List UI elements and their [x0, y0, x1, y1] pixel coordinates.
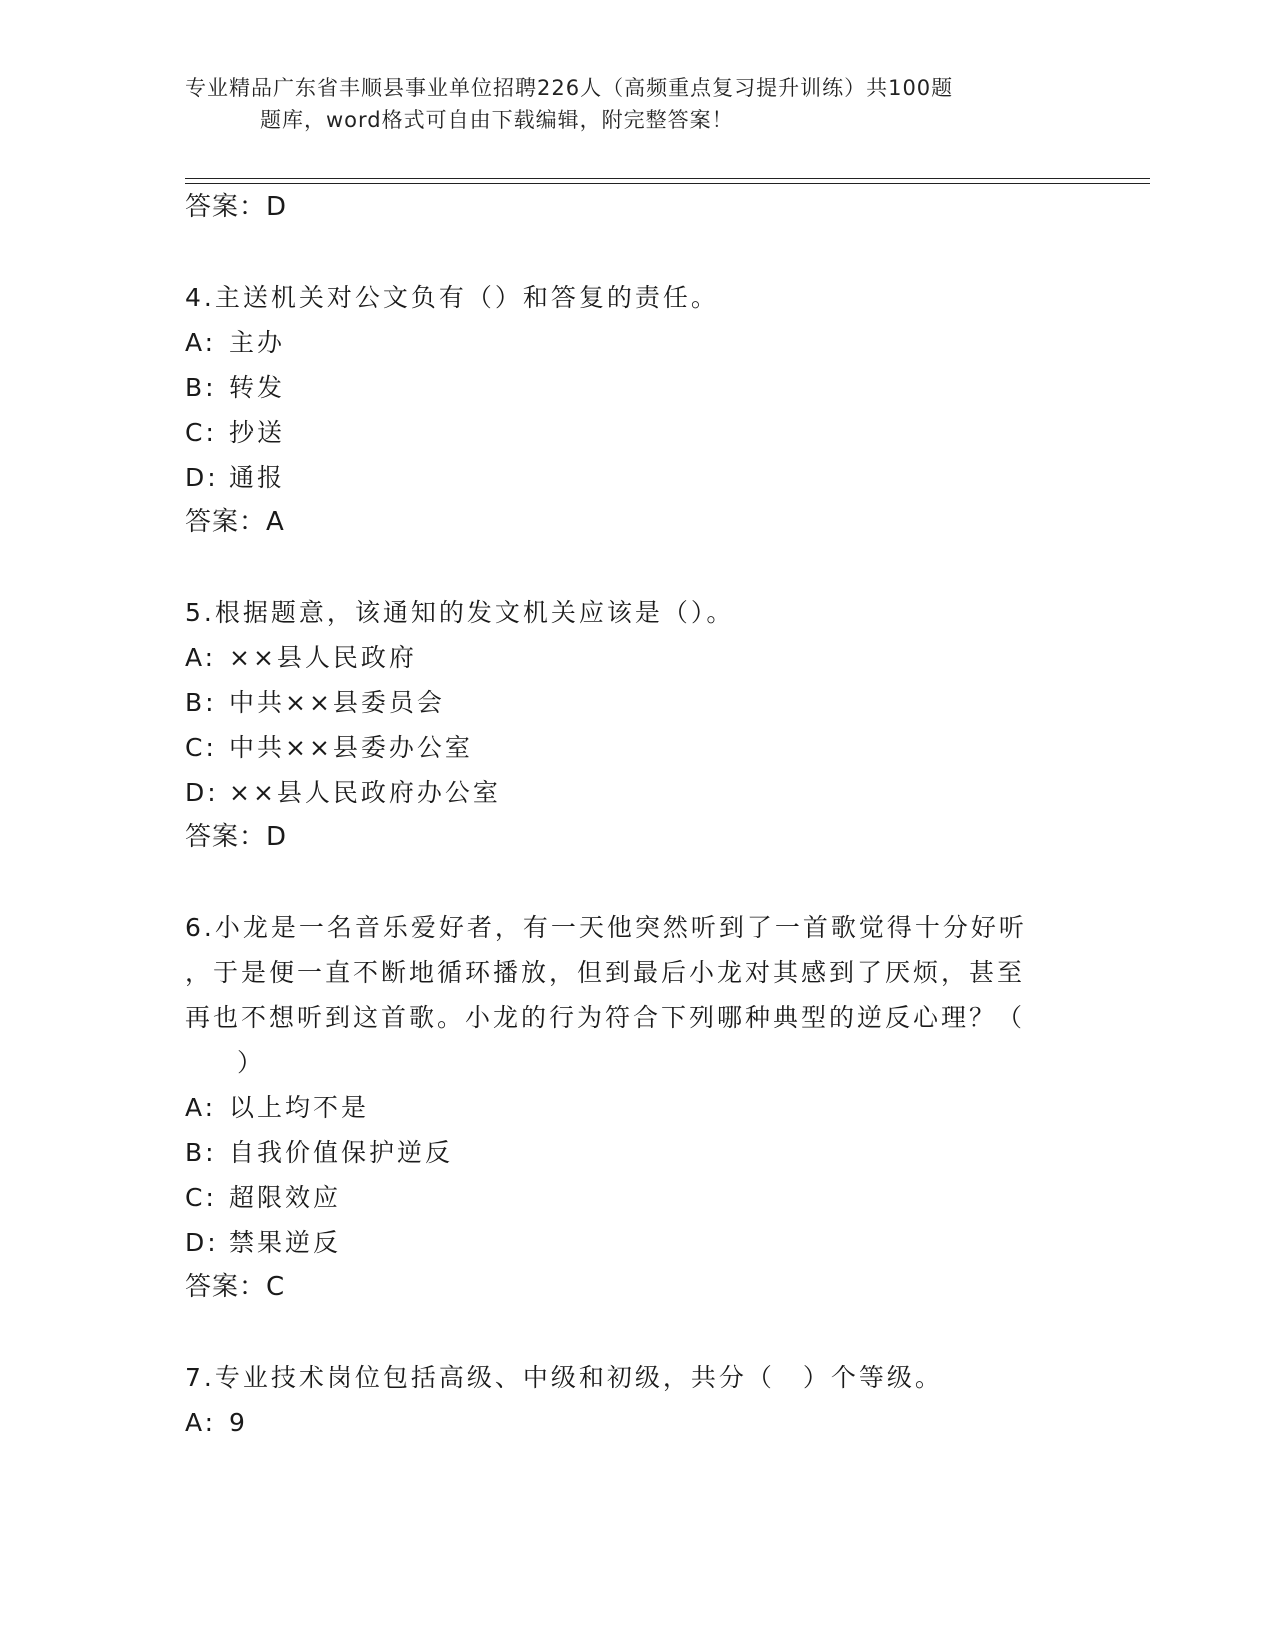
- question-stem-line: 5.根据题意，该通知的发文机关应该是（）。: [185, 598, 735, 627]
- option-text: 禁果逆反: [229, 1228, 342, 1257]
- option-b: [185, 680, 1085, 725]
- question-stem-line: ，于是便一直不断地循环播放，但到最后小龙对其感到了厌烦，甚至: [185, 958, 1026, 987]
- option-letter: B:: [185, 1138, 217, 1167]
- option-text: 中共××县委员会: [229, 688, 445, 717]
- option-letter: A:: [185, 1408, 217, 1437]
- option-text: 转发: [229, 373, 286, 402]
- option-text: 9: [229, 1408, 248, 1437]
- option-text: 主办: [229, 328, 286, 357]
- option-d: [185, 1220, 1085, 1265]
- option-text: 抄送: [229, 418, 286, 447]
- option-c: [185, 1175, 1085, 1220]
- option-text: 以上均不是: [229, 1093, 370, 1122]
- option-letter: D:: [185, 1228, 219, 1257]
- question-stem: [185, 1355, 1085, 1400]
- option-letter: C:: [185, 418, 217, 447]
- option-b: [185, 1130, 1085, 1175]
- question-stem: [185, 905, 1085, 1085]
- option-text: 中共××县委办公室: [229, 733, 473, 762]
- option-a: [185, 320, 1085, 365]
- option-text: 超限效应: [229, 1183, 342, 1212]
- question-6: [185, 905, 1085, 1310]
- answer-line: 答案：C: [185, 1272, 286, 1302]
- question-4: [185, 275, 1085, 545]
- option-d: [185, 455, 1085, 500]
- option-a: [185, 1400, 1085, 1445]
- option-letter: D:: [185, 463, 219, 492]
- question-5: [185, 590, 1085, 860]
- header-title-line-2: 题库，word格式可自由下载编辑，附完整答案！: [260, 108, 734, 132]
- option-letter: B:: [185, 373, 217, 402]
- option-letter: A:: [185, 643, 217, 672]
- option-letter: C:: [185, 1183, 217, 1212]
- spacer: [185, 230, 1085, 275]
- option-b: [185, 365, 1085, 410]
- question-list: [185, 185, 1085, 1445]
- spacer: [185, 860, 1085, 905]
- question-stem: [185, 275, 1085, 320]
- option-d: [185, 770, 1085, 815]
- option-letter: A:: [185, 328, 217, 357]
- option-text: 自我价值保护逆反: [229, 1138, 454, 1167]
- option-text: ××县人民政府办公室: [229, 778, 501, 807]
- option-text: ××县人民政府: [229, 643, 417, 672]
- header-title-line-1: 专业精品广东省丰顺县事业单位招聘226人（高频重点复习提升训练）共100题: [185, 76, 954, 100]
- header-rule-bottom: [185, 183, 1150, 184]
- question-stem-line: 6.小龙是一名音乐爱好者，有一天他突然听到了一首歌觉得十分好听: [185, 913, 1027, 942]
- spacer: [185, 1310, 1085, 1355]
- option-letter: D:: [185, 778, 219, 807]
- option-a: [185, 1085, 1085, 1130]
- document-header: [185, 72, 1085, 136]
- answer-line: 答案：D: [185, 822, 288, 852]
- option-text: 通报: [229, 463, 286, 492]
- option-a: [185, 635, 1085, 680]
- answer-line: 答案：A: [185, 507, 285, 537]
- option-letter: C:: [185, 733, 217, 762]
- question-stem-line: 7.专业技术岗位包括高级、中级和初级，共分（ ）个等级。: [185, 1363, 943, 1392]
- question-stem-line: 4.主送机关对公文负有（）和答复的责任。: [185, 283, 719, 312]
- question-stem-line: 再也不想听到这首歌。小龙的行为符合下列哪种典型的逆反心理？（: [185, 1003, 1026, 1032]
- previous-answer: 答案：D: [185, 192, 288, 222]
- option-c: [185, 410, 1085, 455]
- option-letter: B:: [185, 688, 217, 717]
- spacer: [185, 545, 1085, 590]
- question-7: [185, 1355, 1085, 1445]
- option-letter: A:: [185, 1093, 217, 1122]
- option-c: [185, 725, 1085, 770]
- question-stem: [185, 590, 1085, 635]
- header-rule-top: [185, 178, 1150, 179]
- question-stem-line: ）: [237, 1048, 266, 1077]
